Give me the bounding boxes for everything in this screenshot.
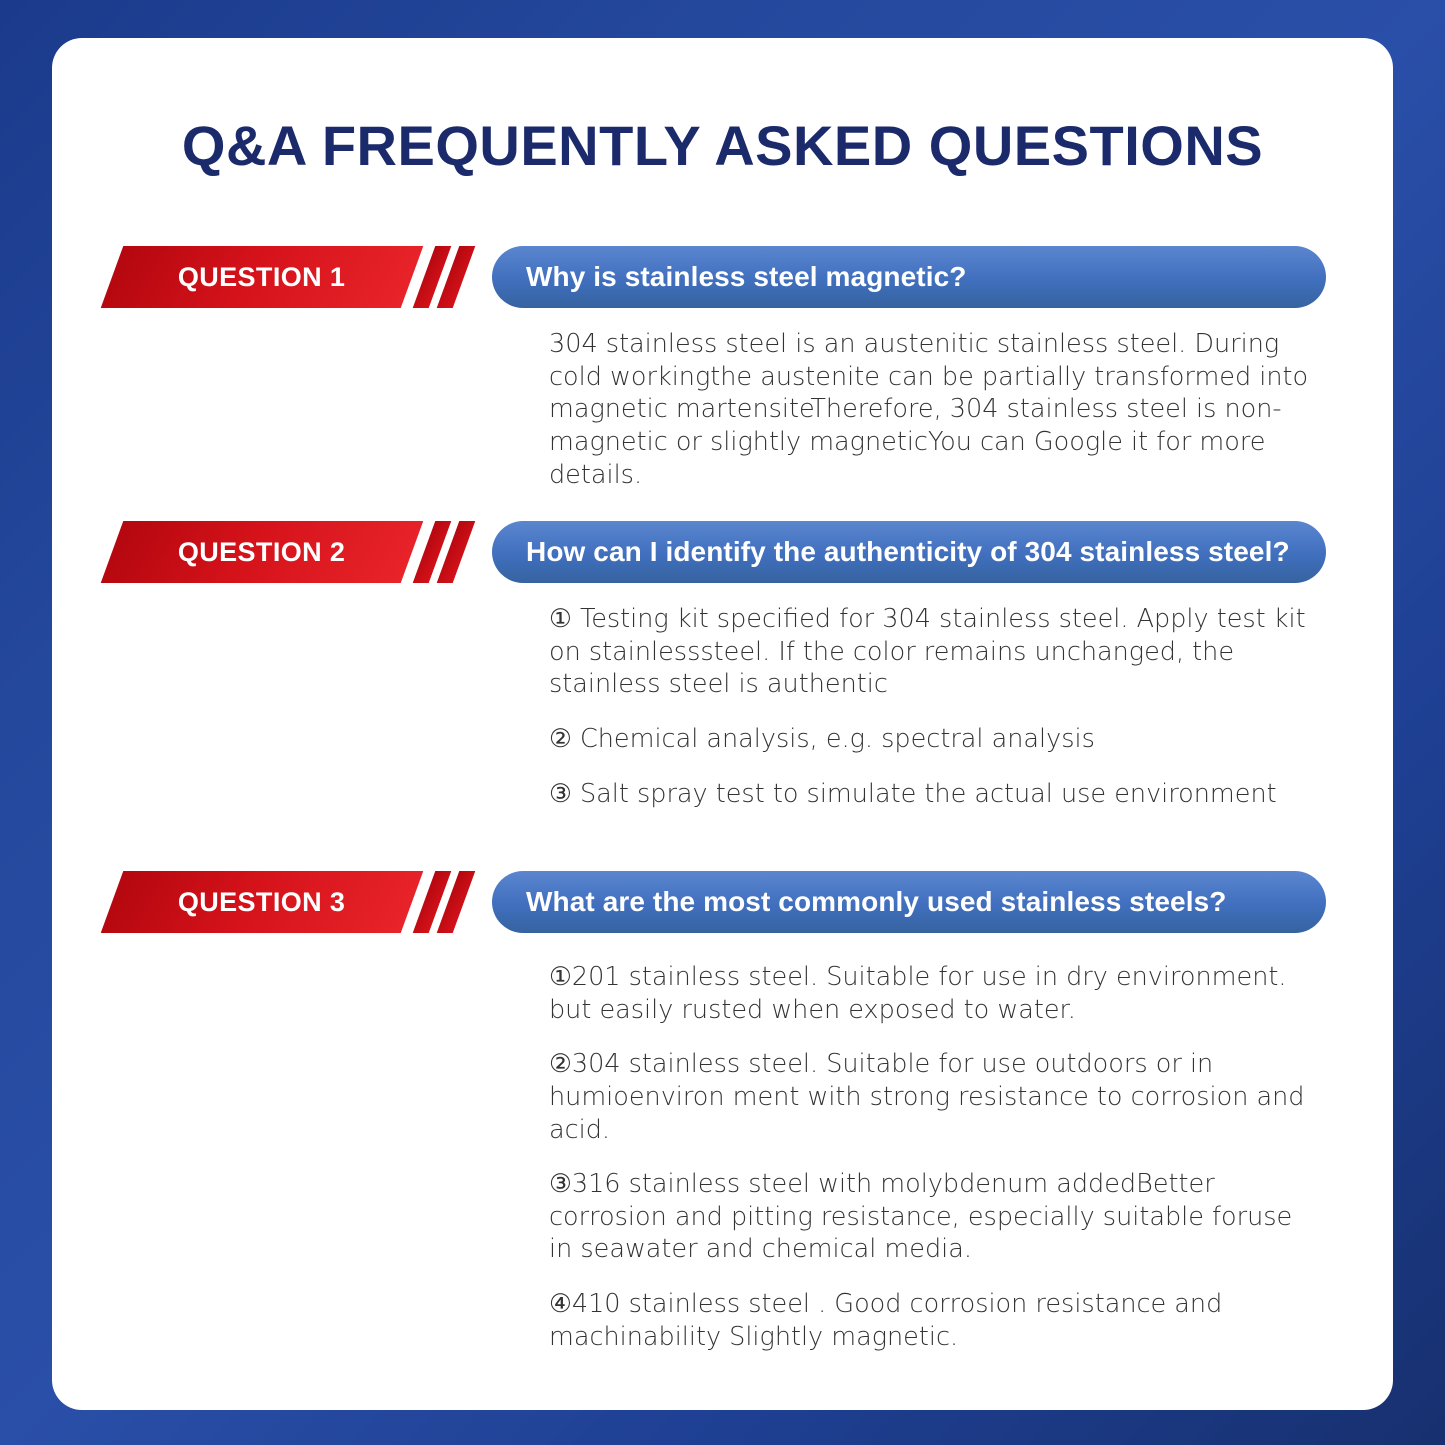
answer-paragraph: ②304 stainless steel. Suitable for use outdoors or in humioenviron ment with strong resistance to corrosion and acid. [549, 1049, 1305, 1145]
question-header-2 [52, 521, 1393, 585]
question-bar-2[interactable] [492, 521, 1326, 583]
question-tag-label-2: QUESTION 2 [178, 536, 346, 567]
question-tag-label-3: QUESTION 3 [178, 886, 346, 917]
question-header-3 [52, 871, 1393, 935]
answer-paragraph: ③316 stainless steel with molybdenum addedBetter corrosion and pitting resistance, especially suitable foruse in seawater and chemical media. [549, 1169, 1293, 1265]
answer-body-1 [549, 328, 1323, 491]
question-tag-2 [101, 521, 424, 583]
page-title: Q&A FREQUENTLY ASKED QUESTIONS [181, 114, 1264, 177]
question-tag-3 [101, 871, 424, 933]
faq-item-2 [52, 521, 1393, 809]
answer-body-3 [549, 961, 1323, 1353]
faq-item-1 [52, 246, 1393, 490]
answer-paragraph: ① Testing kit specified for 304 stainless steel. Apply test kit on stainlesssteel. If the color remains unchanged, the stainless steel is authentic [549, 604, 1306, 700]
question-header-1 [52, 246, 1393, 310]
answer-paragraph: 304 stainless steel is an austenitic stainless steel. During cold workingthe austenite can be partially transformed into magnetic martensiteTherefore, 304 stainless steel is non-magnetic or slightly magneticYou can Google it for more details. [549, 329, 1309, 490]
question-heading-3: What are the most commonly used stainless steels? [526, 886, 1227, 917]
answer-body-2 [549, 603, 1323, 810]
question-tag-1 [101, 246, 424, 308]
question-bar-1[interactable] [492, 246, 1326, 308]
answer-paragraph: ④410 stainless steel . Good corrosion resistance and machinability Slightly magnetic. [549, 1289, 1223, 1352]
question-heading-1: Why is stainless steel magnetic? [526, 261, 967, 292]
faq-card [52, 38, 1393, 1410]
answer-paragraph: ③ Salt spray test to simulate the actual use environment [549, 778, 1277, 809]
question-bar-3[interactable] [492, 871, 1326, 933]
answer-paragraph: ② Chemical analysis, e.g. spectral analysis [549, 723, 1095, 754]
question-tag-label-1: QUESTION 1 [178, 261, 346, 292]
answer-paragraph: ①201 stainless steel. Suitable for use in dry environment. but easily rusted when exposed to water. [549, 962, 1287, 1025]
faq-item-3 [52, 871, 1393, 1352]
question-heading-2: How can I identify the authenticity of 304 stainless steel? [526, 536, 1290, 567]
